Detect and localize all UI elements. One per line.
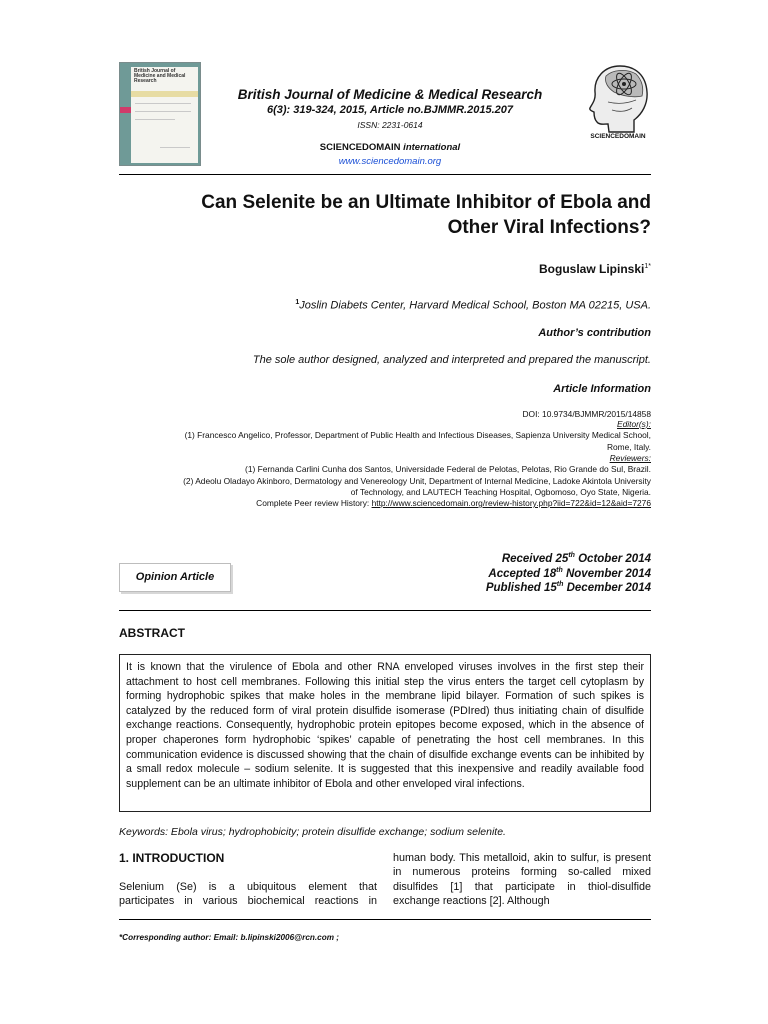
author-name: Boguslaw Lipinski$^{1*}$: [539, 262, 651, 276]
author-affiliation: $^1$Joslin Diabets Center, Harvard Medical School, Boston MA 02215, USA.: [295, 299, 651, 312]
abstract-heading: ABSTRACT: [119, 626, 185, 640]
journal-name: British Journal of Medicine & Medical Research: [237, 87, 543, 102]
article-title: Can Selenite be an Ultimate Inhibitor of Ebola and Other Viral Infections?: [201, 192, 651, 238]
abstract-box: [119, 654, 651, 812]
journal-issn: ISSN: 2231-0614: [357, 120, 423, 130]
article-info-heading: Article Information: [553, 383, 651, 395]
intro-heading: 1. INTRODUCTION: [119, 851, 225, 865]
corresponding-author-note: *Corresponding author: Email: b.lipinski2006@rcn.com ;: [119, 933, 339, 942]
reviewer-2-line-a: (2) Adeolu Oladayo Akinboro, Dermatology and Venereology Unit, Department of Internal Medicine, Ladoke Akintola University: [183, 476, 651, 486]
peer-review-link[interactable]: http://www.sciencedomain.org/review-history.php?iid=722&id=12&aid=7276: [371, 498, 651, 508]
reviewer-1: (1) Fernanda Carlini Cunha dos Santos, Universidade Federal de Pelotas, Pelotas, Rio Grande do Sul, Brazil.: [245, 464, 651, 474]
reviewers-label: Reviewers:: [609, 453, 651, 463]
received-date: Received 25th October 2014: [501, 552, 651, 565]
reviewer-2-line-b: of Technology, and LAUTECH Teaching Hospital, Ogbomoso, Oyo State, Nigeria.: [350, 487, 651, 497]
article-type-label: Opinion Article: [135, 571, 215, 583]
intro-left-column: Selenium (Se) is a ubiquitous element that participates in various biochemical reactions in: [119, 881, 377, 908]
editor-1-line-a: (1) Francesco Angelico, Professor, Department of Public Health and Infectious Diseases, Sapienza University Medical School,: [184, 430, 651, 440]
editor-1-line-b: Rome, Italy.: [606, 442, 651, 452]
intro-right-column: human body. This metalloid, akin to sulfur, is present in numerous proteins forming so-called mixed disulfides [1] that participate in thiol-disulfide exchange reactions [2]. Although: [393, 852, 651, 907]
contrib-heading: Author’s contribution: [538, 327, 651, 339]
sciencedomain-logo-icon: [586, 62, 652, 134]
publisher-url[interactable]: www.sciencedomain.org: [338, 156, 442, 167]
published-date: Published 15th December 2014: [485, 581, 651, 594]
editors-label: Editor(s):: [617, 419, 651, 429]
article-type-box: [119, 563, 231, 592]
accepted-date: Accepted 18th November 2014: [488, 567, 651, 580]
publisher-name: SCIENCEDOMAIN international: [319, 142, 461, 153]
doi: DOI: 10.9734/BJMMR/2015/14858: [522, 409, 651, 419]
header-divider: [119, 174, 651, 175]
abstract-text: It is known that the virulence of Ebola and other RNA enveloped viruses involves in the first step their attachment to host cell membranes. Following this initial step the virus enters the target cell cytoplasm by forming hydrophobic spikes that make holes in the membrane lipid bilayer. Formation of such spikes is catalyzed by the reduced form of viral protein disulfide isomerase (PDIred) thus initiating chain of disulfide exchange reactions. Consequently, hydrophobic protein epitopes become exposed, which in the absence of proper chaperones form hydrophobic ‘spikes’ capable of penetrating the host cell membranes. In this communication evidence is discussed showing that the chain of disulfide exchange events can be inhibited by a small redox molecule – sodium selenite. It is suggested that this inexpensive and readily available food supplement can be an ultimate inhibitor of Ebola and other enveloped viral infections.: [126, 661, 644, 790]
contrib-text: The sole author designed, analyzed and interpreted and prepared the manuscript.: [252, 354, 651, 366]
peer-review-history: Complete Peer review History: http://www.sciencedomain.org/review-history.php?iid=722&id=12&aid=7276: [256, 498, 651, 508]
keywords: Keywords: Ebola virus; hydrophobicity; protein disulfide exchange; sodium selenite.: [119, 826, 506, 838]
section-divider: [119, 610, 651, 611]
journal-volume: 6(3): 319-324, 2015, Article no.BJMMR.2015.207: [267, 104, 513, 116]
logo-label: SCIENCEDOMAIN: [590, 133, 646, 140]
footnote-divider: [119, 919, 651, 920]
journal-cover-image: [119, 62, 201, 166]
cover-title: British Journal of Medicine and Medical Research: [134, 68, 186, 84]
